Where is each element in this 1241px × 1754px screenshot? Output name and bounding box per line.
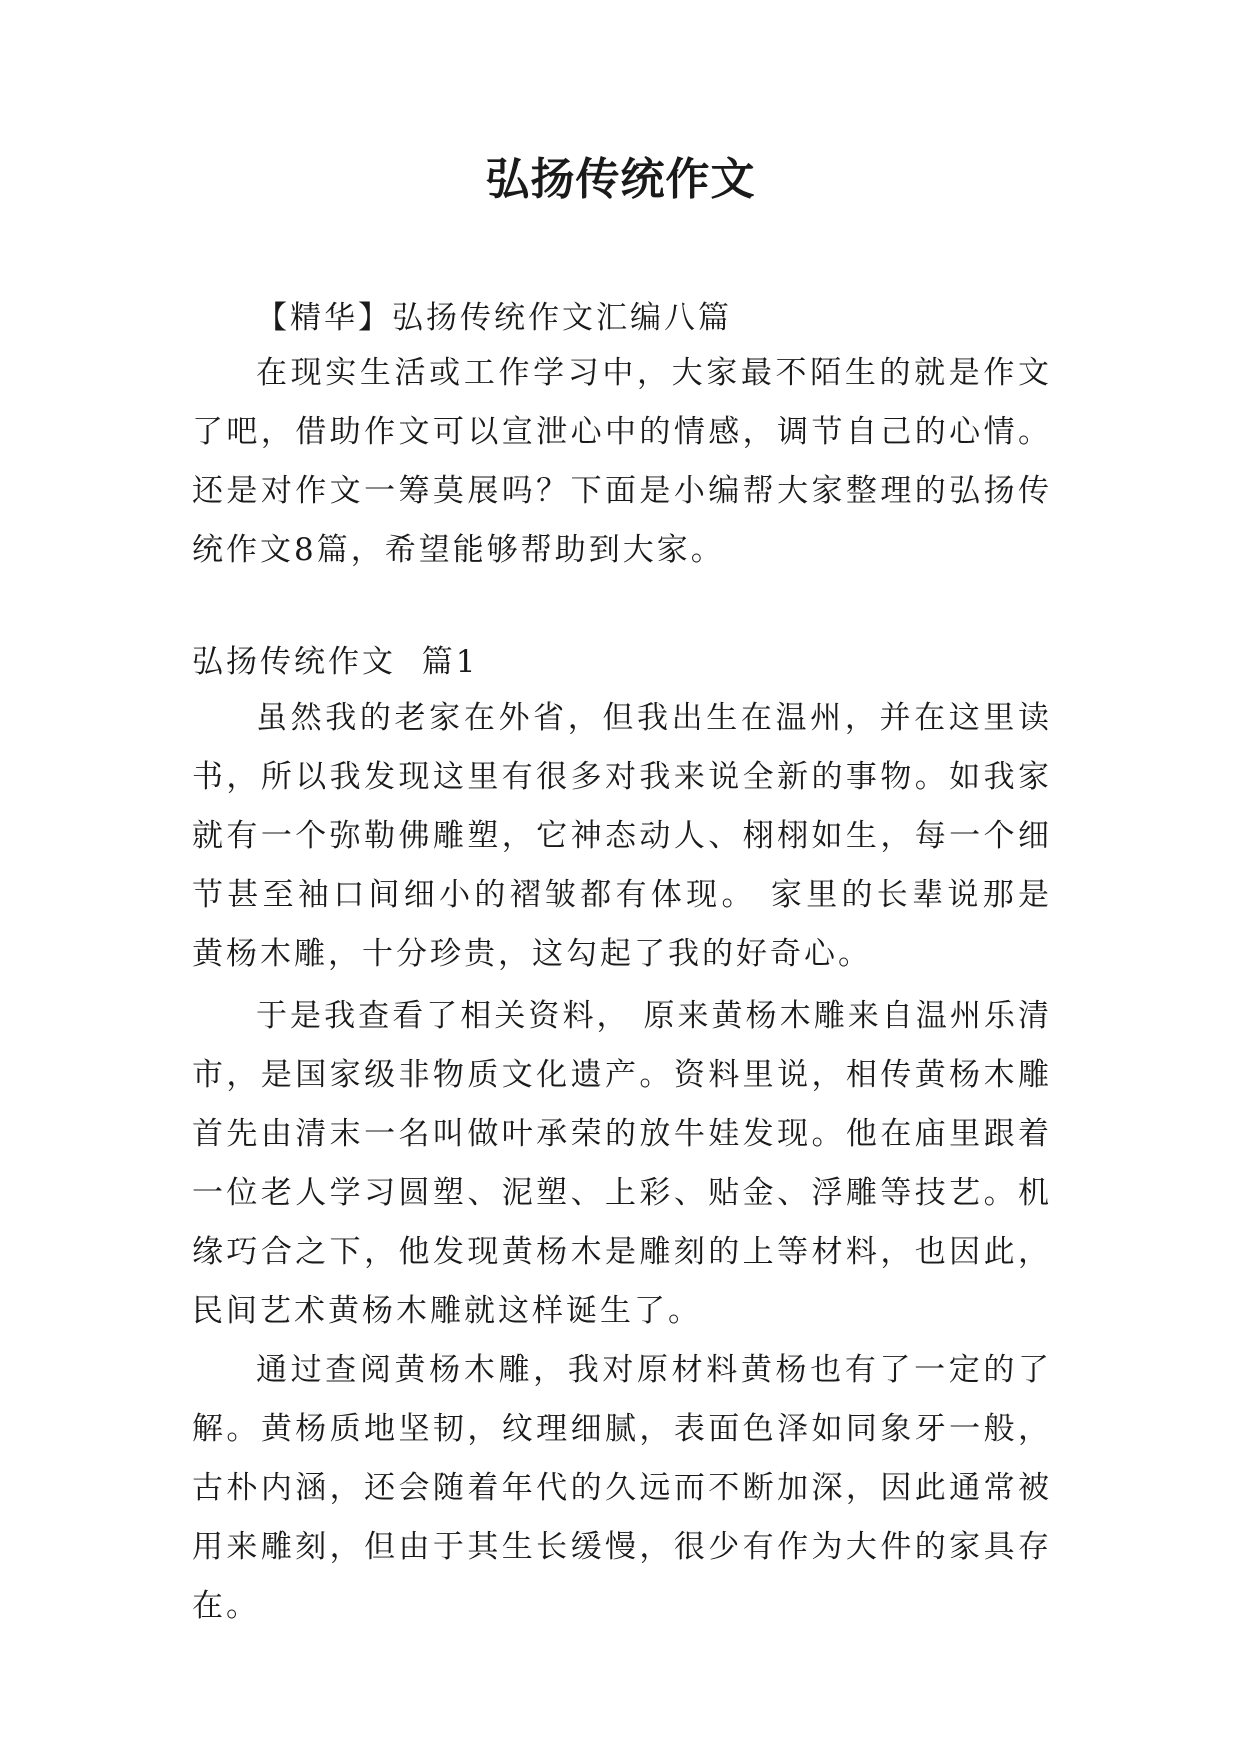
document-title: 弘扬传统作文 [485,154,756,205]
body-paragraph: 通过查阅黄杨木雕，我对原材料黄杨也有了一定的了解。黄杨质地坚韧，纹理细腻，表面色泽如同象牙一般，古朴内涵，还会随着年代的久远而不断加深，因此通常被用来雕刻，但由于其生长缓慢，很少有作为大件的家具存在。 [192,1352,1052,1624]
body-paragraph: 于是我查看了相关资料， 原来黄杨木雕来自温州乐清市，是国家级非物质文化遗产。资料里说，相传黄杨木雕首先由清末一名叫做叶承荣的放牛娃发现。他在庙里跟着一位老人学习圆塑、泥塑、上彩、贴金、浮雕等技艺。机缘巧合之下，他发现黄杨木是雕刻的上等材料，也因此，民间艺术黄杨木雕就这样诞生了。 [192,998,1052,1329]
body-paragraph: 虽然我的老家在外省，但我出生在温州，并在这里读书，所以我发现这里有很多对我来说全新的事物。如我家就有一个弥勒佛雕塑，它神态动人、栩栩如生，每一个细节甚至袖口间细小的褶皱都有体现。 家里的长辈说那是黄杨木雕，十分珍贵，这勾起了我的好奇心。 [192,700,1052,972]
intro-paragraph: 在现实生活或工作学习中，大家最不陌生的就是作文了吧，借助作文可以宣泄心中的情感，调节自己的心情。还是对作文一筹莫展吗？下面是小编帮大家整理的弘扬传统作文8篇，希望能够帮助到大家。 [192,355,1052,568]
section-heading: 弘扬传统作文 篇1 [192,644,479,680]
document-subtitle: 【精华】弘扬传统作文汇编八篇 [256,300,732,336]
